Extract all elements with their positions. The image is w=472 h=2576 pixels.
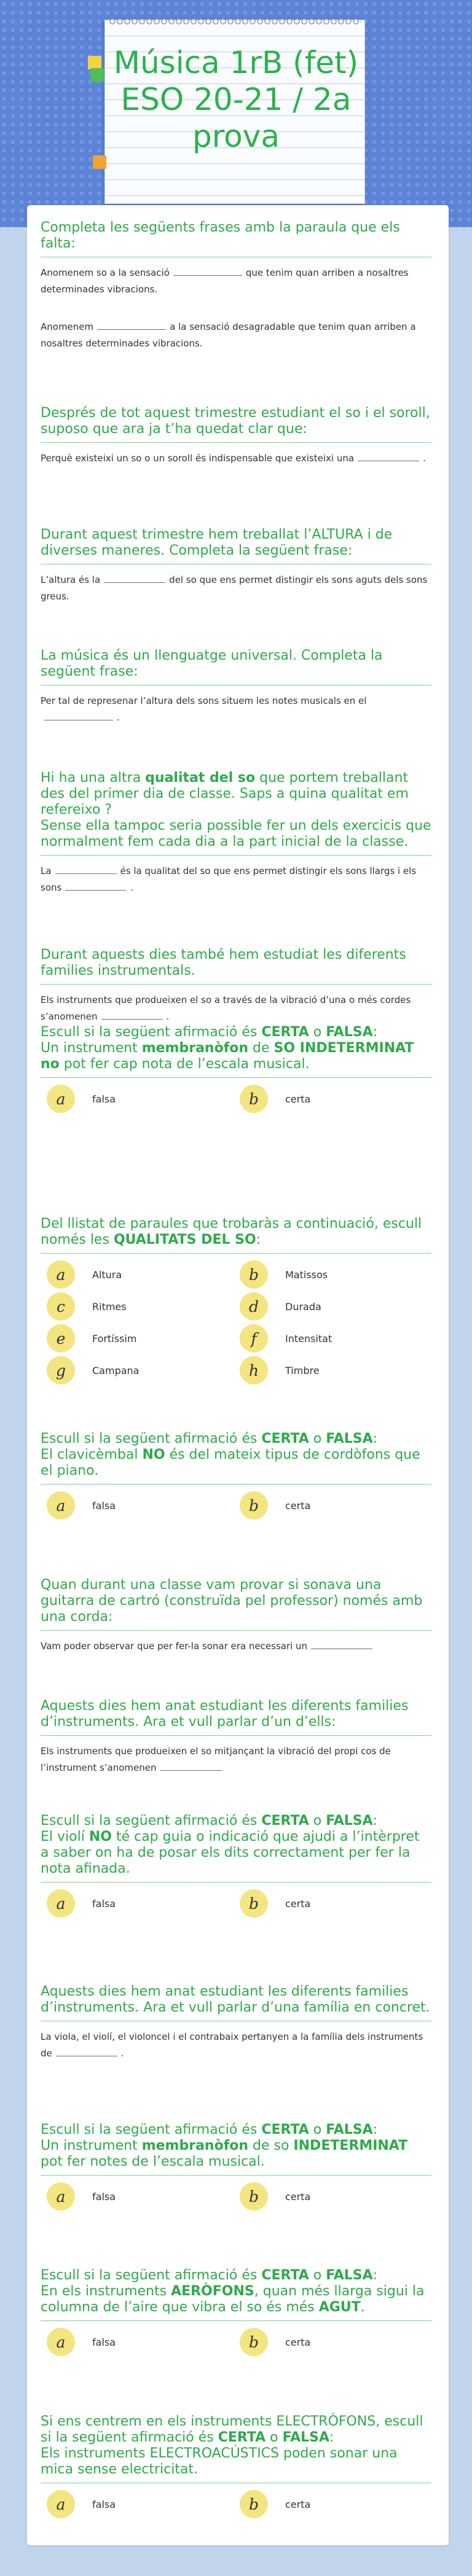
text-fragment: del so que ens permet distingir els sons aguts dels sons greus.	[41, 574, 428, 602]
text-fragment: Vam poder observar que per fer-la sonar era necessari un	[41, 1641, 308, 1652]
option-letter: b	[240, 2328, 268, 2356]
question-1	[41, 220, 431, 352]
option-label: Durada	[285, 1300, 321, 1313]
option-letter: a	[47, 1491, 75, 1520]
option-letter: e	[47, 1324, 75, 1352]
question-text	[41, 992, 431, 1025]
option-label: falsa	[92, 1093, 116, 1105]
option-letter: f	[240, 1324, 268, 1352]
question-8	[41, 1216, 431, 1389]
question-heading: Durant aquest trimestre hem treballat l’ALTURA i de diverses maneres. Completa la següent frase:	[41, 527, 431, 564]
question-text	[41, 2029, 431, 2062]
blank-input[interactable]	[101, 1010, 163, 1020]
answer-options	[41, 2182, 431, 2219]
option-letter: b	[240, 1889, 268, 1918]
text-fragment: .	[117, 712, 120, 723]
question-6	[41, 947, 431, 1025]
option-label: Fortíssim	[92, 1332, 137, 1345]
option-b[interactable]	[240, 2327, 310, 2357]
option-a[interactable]	[47, 2327, 116, 2357]
question-heading: Si ens centrem en els instruments ELECTRÒFONS, escull si la següent afirmació és CERTA o FALSA: Els instruments ELECTROACÚSTICS poden sonar una mica sense electricitat.	[41, 2414, 431, 2483]
blank-input[interactable]	[104, 573, 165, 583]
option-b[interactable]	[240, 2489, 310, 2519]
option-letter: b	[240, 2182, 268, 2211]
option-label: falsa	[92, 1897, 116, 1910]
option-g[interactable]	[47, 1356, 139, 1385]
text-fragment: Anomenem so a la sensació	[41, 267, 170, 278]
option-a[interactable]	[47, 2489, 116, 2519]
text-fragment: Els instruments que produeixen el so a través de la vibració d’una o més cordes s’anomenen	[41, 994, 411, 1022]
question-13	[41, 1984, 431, 2062]
option-label: falsa	[92, 1499, 116, 1512]
option-letter: c	[47, 1292, 75, 1321]
text-fragment: Per tal de represenar l’altura dels sons situem les notes musicals en el	[41, 695, 367, 706]
option-label: Altura	[92, 1268, 122, 1281]
question-heading: Del llistat de paraules que trobaràs a continuació, escull només les QUALITATS DEL SO:	[41, 1216, 431, 1254]
question-heading: Escull si la següent afirmació és CERTA o FALSA: Un instrument membranòfon de SO INDETERMINAT no pot fer cap nota de l’escala musical.	[41, 1025, 431, 1078]
option-b[interactable]	[240, 1260, 328, 1289]
question-14	[41, 2122, 431, 2219]
blank-input[interactable]	[173, 266, 242, 276]
blank-input[interactable]	[358, 451, 419, 461]
text-fragment: a la sensació desagradable que tenim quan arriben a nosaltres determinades vibracions.	[41, 321, 416, 349]
option-b[interactable]	[240, 1889, 310, 1918]
answer-options	[41, 2327, 431, 2364]
option-label: falsa	[92, 2190, 116, 2203]
text-fragment: és la qualitat del so que ens permet distingir els sons llargs i els sons	[41, 865, 417, 893]
question-text	[41, 1743, 431, 1776]
option-h[interactable]	[240, 1356, 320, 1385]
question-heading: Després de tot aquest trimestre estudiant el so i el soroll, suposo que ara ja t’ha quedat clar que:	[41, 405, 431, 443]
blank-input[interactable]	[97, 320, 166, 330]
option-b[interactable]	[240, 2182, 310, 2211]
option-label: certa	[285, 2498, 311, 2510]
option-label: certa	[285, 2190, 311, 2203]
question-9	[41, 1431, 431, 1528]
question-heading: Quan durant una classe vam provar si sonava una guitarra de cartró (construïda pel professor) només amb una corda:	[41, 1577, 431, 1631]
text-fragment: .	[130, 882, 134, 893]
option-b[interactable]	[240, 1084, 310, 1114]
option-label: Ritmes	[92, 1300, 127, 1313]
option-a[interactable]	[47, 1260, 122, 1289]
text-fragment: .	[423, 453, 426, 464]
option-letter: a	[47, 2328, 75, 2356]
question-text	[41, 863, 431, 896]
option-letter: b	[240, 2490, 268, 2518]
spiral-binding-icon	[109, 14, 361, 26]
question-text	[41, 450, 431, 467]
question-7	[41, 1025, 431, 1121]
question-10	[41, 1577, 431, 1655]
option-letter: a	[47, 2182, 75, 2211]
option-b[interactable]	[240, 1491, 310, 1520]
blank-input[interactable]	[160, 1761, 222, 1771]
question-12	[41, 1813, 431, 1926]
blank-input[interactable]	[44, 711, 113, 720]
option-d[interactable]	[240, 1292, 321, 1321]
option-label: Timbre	[285, 1364, 320, 1376]
option-letter: g	[47, 1356, 75, 1384]
answer-options	[41, 1084, 431, 1121]
header-background	[0, 0, 472, 227]
text-fragment: La	[41, 865, 52, 876]
option-letter: h	[240, 1356, 268, 1384]
option-letter: b	[240, 1085, 268, 1113]
answer-options	[41, 1260, 431, 1389]
option-a[interactable]	[47, 2182, 116, 2211]
text-fragment: Els instruments que produeixen el so mitjançant la vibració del propi cos de l’instrument s’anomenen	[41, 1746, 391, 1773]
question-text	[41, 1638, 431, 1655]
question-5	[41, 770, 431, 896]
text-fragment: que tenim quan arriben a nosaltres determinades vibracions.	[41, 267, 409, 295]
text-fragment: La viola, el violí, el violoncel i el contrabaix pertanyen a la família dels instruments de	[41, 2031, 423, 2059]
option-label: Intensitat	[285, 1332, 332, 1345]
option-a[interactable]	[47, 1889, 116, 1918]
option-label: certa	[285, 1897, 311, 1910]
text-fragment: .	[166, 1011, 170, 1022]
question-heading: Escull si la següent afirmació és CERTA o FALSA: El clavicèmbal NO és del mateix tipus de cordòfons que el piano.	[41, 1431, 431, 1485]
question-heading: Hi ha una altra qualitat del so que portem treballant des del primer dia de classe. Saps a quina qualitat em refereixo ? Sense ella tampoc seria possible fer un dels exercicis que normalment fem cada dia a la part inicial de la classe.	[41, 770, 431, 856]
question-15	[41, 2268, 431, 2364]
option-letter: a	[47, 1085, 75, 1113]
blank-input[interactable]	[65, 881, 127, 891]
sticky-tab-icon	[93, 155, 106, 169]
question-heading: Escull si la següent afirmació és CERTA o FALSA: El violí NO té cap guia o indicació que ajudi a l’intèrpret a saber on ha de posar els dits correctament per fer la nota afinada.	[41, 1813, 431, 1883]
question-text	[41, 572, 431, 605]
option-letter: a	[47, 1889, 75, 1918]
option-label: falsa	[92, 2498, 116, 2510]
blank-input[interactable]	[56, 2047, 117, 2056]
question-heading: Aquests dies hem anat estudiant les diferents families d’instruments. Ara et vull parlar d’un d’ells:	[41, 1698, 431, 1736]
page-title: Música 1rB (fet) ESO 20-21 / 2a prova	[113, 45, 359, 154]
option-f[interactable]	[240, 1324, 332, 1353]
question-text	[41, 319, 431, 352]
question-4	[41, 648, 431, 726]
answer-options	[41, 1889, 431, 1926]
text-fragment: L’altura és la	[41, 574, 101, 585]
question-heading: Completa les següents frases amb la paraula que els falta:	[41, 220, 431, 257]
answer-options	[41, 2489, 431, 2526]
blank-input[interactable]	[55, 864, 117, 874]
option-a[interactable]	[47, 1491, 116, 1520]
option-letter: b	[240, 1491, 268, 1520]
option-label: certa	[285, 1499, 311, 1512]
question-heading: Aquests dies hem anat estudiant les diferents families d’instruments. Ara et vull parlar d’una família en concret.	[41, 1984, 431, 2021]
option-label: certa	[285, 1093, 311, 1105]
option-letter: a	[47, 2490, 75, 2518]
question-3	[41, 527, 431, 605]
text-fragment: Perquè existeixi un so o un soroll és indispensable que existeixi una	[41, 453, 355, 464]
question-11	[41, 1698, 431, 1776]
question-heading: La música és un llenguatge universal. Completa la següent frase:	[41, 648, 431, 685]
option-label: Matissos	[285, 1268, 328, 1281]
option-a[interactable]	[47, 1084, 116, 1114]
blank-input[interactable]	[311, 1639, 372, 1649]
option-label: certa	[285, 2336, 311, 2348]
option-label: Campana	[92, 1364, 140, 1376]
option-e[interactable]	[47, 1324, 136, 1353]
option-letter: b	[240, 1260, 268, 1289]
option-letter: d	[240, 1292, 268, 1321]
option-c[interactable]	[47, 1292, 127, 1321]
question-text	[41, 693, 431, 726]
question-text	[41, 265, 431, 298]
answer-options	[41, 1491, 431, 1528]
question-heading: Escull si la següent afirmació és CERTA o FALSA: Un instrument membranòfon de so INDETERMINAT pot fer notes de l’escala musical.	[41, 2122, 431, 2176]
question-2	[41, 405, 431, 467]
question-16	[41, 2414, 431, 2526]
text-fragment: Anomenem	[41, 321, 94, 332]
option-label: falsa	[92, 2336, 116, 2348]
text-fragment: .	[120, 2048, 124, 2059]
question-heading: Escull si la següent afirmació és CERTA o FALSA: En els instruments AERÒFONS, quan més llarga sigui la columna de l’aire que vibra el so és més AGUT.	[41, 2268, 431, 2321]
question-heading: Durant aquests dies també hem estudiat les diferents families instrumentals.	[41, 947, 431, 985]
option-letter: a	[47, 1260, 75, 1289]
